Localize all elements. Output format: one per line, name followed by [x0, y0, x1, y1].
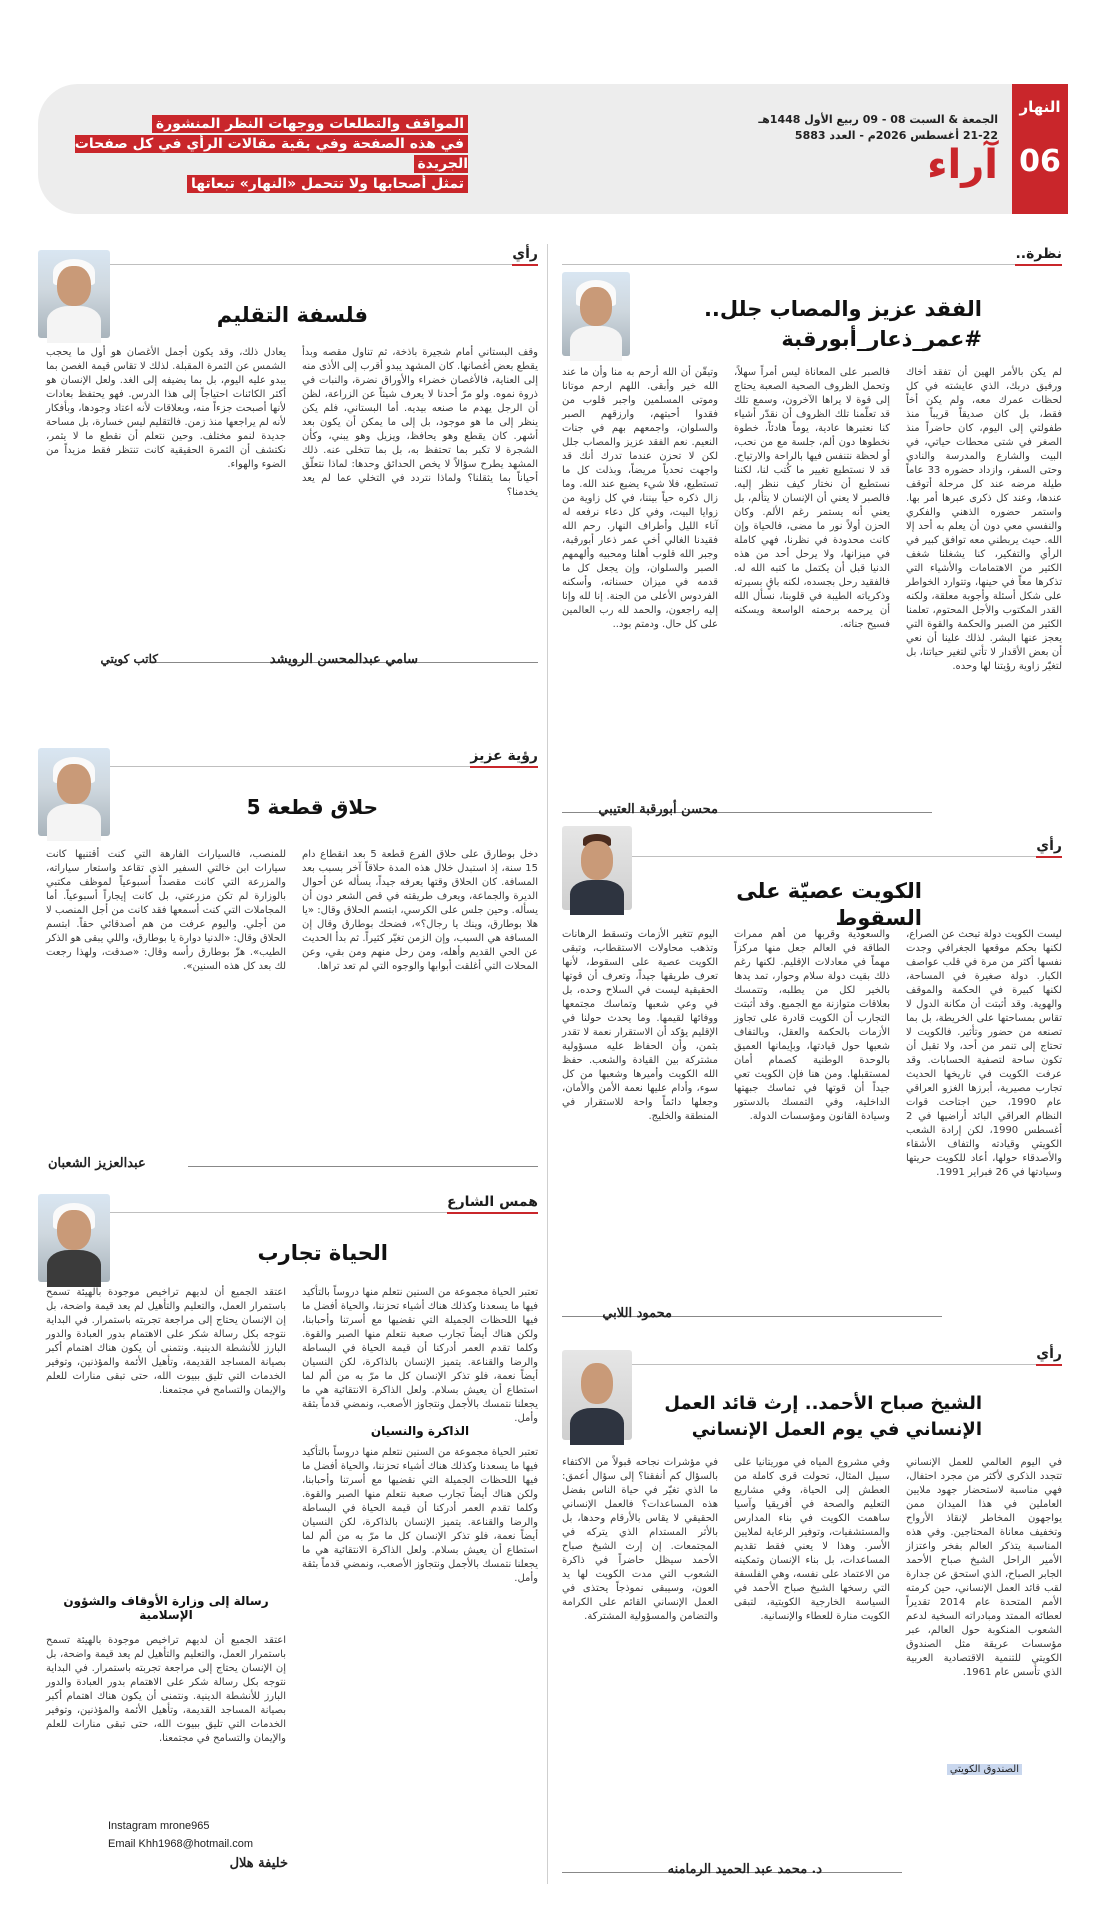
author-photo — [562, 272, 630, 356]
disclaimer — [68, 114, 468, 194]
article-column-2: للمنصب، فالسيارات الفارهة التي كنت أقتنيها كانت سيارات ابن خالتي السفير الذي تقاعد واستعار سياراته، والمزرعة التي كانت مقصداً أسبوعياً لموظف مكتبي بالوزارة لم تكن مزرعتي، بل كانت إيجاراً أسبوعياً. أما المجاملات التي كنت أسمعها فقد كانت من أجل المنصب لا من أجلي. واليوم عرفت من هم أصدقائي حقاً. ابتسم الحلاق وقال: «الدنيا دوارة يا بوطارق، واللي يبقى هو الذكر الطيب». هزّ بوطارق رأسه وقال: «صدقت، ولهذا رجعت لك بعد كل هذه السنين». — [46, 849, 286, 972]
article-kicker: رؤية عزيز — [470, 748, 538, 768]
article-hashtag: #عمر_ذعار_أبورقبة — [781, 327, 982, 351]
article-column-3: في مؤشرات نجاحه قبولاً من الاكتفاء بالسؤال كم أنفقنا؟ إلى سؤال أعمق: ما الذي تغيّر في حياة الناس بفضل هذه المساعدات؟ فالعمل الإنساني الحقيقي لا يقاس بالأرقام وحدها، بل بالأثر المستدام الذي يتركه في المجتمعات. إن إرث الشيخ صباح الأحمد سيظل حاضراً في ذاكرة الشعوب التي مدت الكويت لها يد العون، وسيبقى نموذجاً يحتذى في العمل الإنساني القائم على الكرامة والتضامن والمسؤولية المشتركة. — [562, 1457, 718, 1622]
author-photo — [562, 1350, 632, 1440]
article-column-1: وقف البستاني أمام شجيرة باذخة، ثم تناول مقصه وبدأ يقطع بعض أغصانها. كان المشهد يبدو أقرب إلى الأذى منه إلى العناية، فالأغصان خضراء والأوراق نضرة، والنبات في ذروة نموه. ولو مرّ أحدنا لا يعرف شيئاً عن الزراعة، لظن أن الرجل يهدم ما صنعه بيديه. أما البستاني، فلم يكن ينظر إلى ما هو موجود، بل إلى ما يمكن أن يكون بعد أشهر. كان يقطع وهو يحافظ، ويزيل وهو يبني، وكأن الشجرة لا تكبر بما تحتفظ به، بل بما تتخلى عنه. ذلك المشهد يطرح سؤالاً لا يخص الحدائق وحدها: لماذا نتعلّق أحياناً بما يثقلنا؟ ولماذا نتردد في التخلي عما لم يعد يخدمنا؟ — [302, 347, 538, 498]
article-column-3: اليوم تتغير الأزمات وتسقط الرهانات وتذهب محاولات الاستقطاب، وتبقى الكويت عصية على السقوط، لأنها تعرف طريقها جيداً، وتعرف أن قوتها الحقيقية ليست في السلاح وحده، بل في وعي شعبها وتماسك مجتمعها ووفائها لقيمها. وما يحدث حولنا في الإقليم يؤكد أن الاستقرار نعمة لا تقدر بثمن، وأن الحفاظ عليه مسؤولية مشتركة بين القيادة والشعب. حفظ الله الكويت وأميرها وشعبها من كل سوء، وأدام عليها نعمة الأمن والأمان، وجعلها دائماً واحة للاستقرار في المنطقة والخليج. — [562, 929, 718, 1122]
disclaimer-line-2: في هذه الصفحة وفي بقية مقالات الرأي في كل صفحات الجريدة — [74, 136, 468, 172]
author-photo — [38, 1194, 110, 1282]
article-column-1-cont: تعتبر الحياة مجموعة من السنين نتعلم منها دروساً بالتأكيد فيها ما يسعدنا وكذلك هناك أشياء تحزننا، والحياة أفضل ما فيها اللحظات الجميلة التي نقضيها مع أسرتنا وأحبابنا، ولكن هناك أيضاً تجارب صعبة نتعلم منها الصبر والقوة. وكلما تقدم العمر أدركنا أن قيمة الحياة في البساطة والرضا والقناعة. يتميز الإنسان بالذاكرة، لكن النسيان أيضاً نعمة، فلو تذكر الإنسان كل ما مرّ به من ألم لما استطاع أن يعيش بسلام. ولعل الذاكرة الانتقائية هي ما يجعلنا نتمسك بالأجمل ونتجاوز الأصعب، ونمضي قدماً بثقة وأمل. — [302, 1447, 538, 1584]
article-column-1: تعتبر الحياة مجموعة من السنين نتعلم منها دروساً بالتأكيد فيها ما يسعدنا وكذلك هناك أشياء تحزننا، والحياة أفضل ما فيها اللحظات الجميلة التي نقضيها مع أسرتنا وأحبابنا، ولكن هناك أيضاً تجارب صعبة نتعلم منها الصبر والقوة. وكلما تقدم العمر أدركنا أن قيمة الحياة في البساطة والرضا والقناعة. يتميز الإنسان بالذاكرة، لكن النسيان أيضاً نعمة، فلو تذكر الإنسان كل ما مرّ به من ألم لما استطاع أن يعيش بسلام. ولعل الذاكرة الانتقائية هي ما يجعلنا نتمسك بالأجمل ونتجاوز الأصعب، ونمضي قدماً بثقة وأمل. — [302, 1287, 538, 1424]
issue-date-gregorian: 21-22 أغسطس 2026م - العدد 5883 — [794, 129, 998, 142]
article-life — [38, 1194, 538, 1894]
kicker-rule — [38, 264, 538, 265]
issue-info — [758, 112, 998, 144]
issue-date-hijri: الجمعة & السبت 08 - 09 ربيع الأول 1448هـ — [758, 113, 998, 126]
email-address: Email Khh1968@hotmail.com — [108, 1838, 254, 1850]
article-loss — [562, 246, 1062, 826]
author-name: محسن أبورقبة العتيبي — [598, 802, 718, 817]
article-title: الفقد عزيز والمصاب جلل.. — [703, 297, 982, 321]
page-number-block — [1012, 84, 1068, 214]
article-column-2: وفي مشروع المياه في موريتانيا على سبيل المثال، تحولت قرى كاملة من العطش إلى الحياة، وفي مشاريع التعليم والصحة في أفريقيا وآسيا ساهمت الكويت في بناء المدارس والمستشفيات، وتوفير الرعاية لملايين الأسر. وهذا لا يعني فقط تقديم المساعدات، بل بناء الإنسان وتمكينه من الاعتماد على نفسه، وهي الفلسفة التي رسخها الشيخ صباح الأحمد في السياسة الخارجية الكويتية، لتبقى الكويت منارة للعطاء والإنسانية. — [734, 1457, 890, 1622]
author-role: كاتب كويتي — [100, 652, 158, 666]
article-kicker: رأي — [512, 246, 538, 266]
disclaimer-line-1: المواقف والتطلعات ووجهات النظر المنشورة — [152, 115, 468, 133]
section-title: آراء — [927, 142, 998, 188]
article-column-1: في اليوم العالمي للعمل الإنساني تتجدد الذكرى لأكثر من مجرد احتفال، فهي مناسبة لاستحضار جهود ملايين العاملين في هذا الميدان ممن يواجهون المخاطر لإنقاذ الأرواح وتخفيف معاناة المحتاجين. وفي هذه المناسبة يتذكر العالم بفخر واعتزاز الأمير الراحل الشيخ صباح الأحمد الجابر الصباح، الذي استحق عن جدارة لقب قائد العمل الإنساني، حين كرمته الأمم المتحدة عام 2014 تقديراً لعطائه الممتد ومبادراته السخية لدعم الشعوب المنكوبة حول العالم، عبر مؤسسات عريقة مثل الصندوق الكويتي للتنمية الاقتصادية العربية الذي تأسس عام 1961. — [906, 1457, 1062, 1678]
article-column-3: وتيقّن أن الله أرحم به منا وأن ما عند الله خير وأبقى. اللهم ارحم موتانا وموتى المسلمين واجبر قلوب من فقدوا أحبتهم، وارزقهم الصبر والسلوان، واجمعهم بهم في جنات النعيم. نعم الفقد عزيز والمصاب جلل لكن لا تحزن عندما تدرك أنك قد واجهت تحدياً مريضاً، وبذلت كل ما تستطيع، فلا شيء يضيع عند الله. وما زال ذكره حياً بيننا، في كل زاوية من زوايا البيت، وفي كل دعاء نرفعه له آناء الليل وأطراف النهار. رحم الله فقيدنا الغالي أخي عمر ذعار أبورقبة، وجبر الله قلوب أهلنا ومحبيه وألهمهم الصبر والسلوان، وإن يجعل كل ما قدمه في ميزان حسناته، وأسكنه الفردوس الأعلى من الجنة. إنا لله وإنا إليه راجعون، والحمد لله رب العالمين على كل حال. ودمتم بود.. — [562, 367, 718, 630]
author-photo — [562, 826, 632, 910]
instagram-handle: Instagram mrone965 — [108, 1820, 210, 1832]
article-barber — [38, 748, 538, 1188]
kicker-rule — [562, 264, 1062, 265]
kicker-rule — [562, 1364, 1062, 1365]
article-sabah — [562, 1346, 1062, 1896]
article-column-1: ليست الكويت دولة تبحث عن الصراع، لكنها بحكم موقعها الجغرافي وجدت نفسها أكثر من مرة في قلب عواصف الكبار. دولة صغيرة في المساحة، لكنها كبيرة في الحكمة والموقف والهوية. وقد أثبتت أن مكانة الدول لا تقاس بمساحتها على الخريطة، بل بما تصنعه من حضور وتأثير. فالكويت لا تحتاج إلى تنمر من أحد، ولا تقبل أن تكون ساحة لتصفية الحسابات. وقد عرفت الكويت في تاريخها الحديث تجارب مصيرية، أبرزها الغزو العراقي عام 1990، حين اجتاحت قوات النظام العراقي البائد أراضيها في 2 أغسطس 1990، لكن إرادة الشعب الكويتي وقيادته والتفاف الأشقاء والأصدقاء حولها، أعاد للكويت حريتها وسيادتها في 26 فبراير 1991. — [906, 929, 1062, 1178]
article-kicker: همس الشارع — [447, 1194, 538, 1214]
article-kicker: نظرة.. — [1015, 246, 1062, 266]
article-column-2: اعتقد الجميع أن لديهم تراخيص موجودة بالهيئة تسمح باستمرار العمل، والتعليم والتأهيل لم يعد قيمة واضحة، بل إن الإنسان يحتاج إلى مراجعة تجربته باستمرار. في البداية نتوجه بكل رسالة شكر على الاهتمام بدور العبادة والدور البارز للأنشطة الدينية. ونتمنى أن يكون هناك اهتمام أكبر بصيانة المساجد القديمة، وتأهيل الأئمة والمؤذنين، وتوفير الخدمات التي تليق ببيوت الله، حتى تبقى منارات للعلم والإيمان والتسامح في مجتمعنا. — [46, 1287, 286, 1396]
kicker-rule — [38, 766, 538, 767]
kicker-rule — [562, 856, 1062, 857]
author-name: خليفة هلال — [229, 1856, 288, 1871]
article-title: الشيخ صباح الأحمد.. إرث قائد العمل — [664, 1393, 982, 1414]
section-subheading: الذاكرة والنسيان — [370, 1424, 470, 1438]
article-column-2: والسعودية وقربها من أهم ممرات الطاقة في العالم جعل منها مركزاً مهماً في معادلات الإقليم. لكنها رغم ذلك بقيت دولة سلام وحوار، تمد يدها بالخير لكل من يطلبه، وتتمسك بعلاقات متوازنة مع الجميع. وقد أثبتت التجارب أن الكويت قادرة على تجاوز الأزمات بالحكمة والعقل، وبالتفاف شعبها حول قيادتها، وبإيمانها العميق بالوحدة الوطنية كصمام أمان لمستقبلها. ومن هنا فإن الكويت تعي جيداً أن قوتها في تماسك جبهتها الداخلية، وفي التمسك بالدستور وسيادة القانون ومؤسسات الدولة. — [734, 929, 890, 1122]
article-kicker: رأي — [1036, 1346, 1062, 1366]
article-column-2: فالصبر على المعاناة ليس أمراً سهلاً، وتحمل الظروف الصحية الصعبة يحتاج إلى قوة لا يراها الآخرون، وسمع تلك قد تعلّمنا تلك الظروف أن نقدّر أشياء كنا نعتبرها عادية، يوماً هادئاً، خطوة نخطوها دون ألم، جلسة مع من نحب، أو لحظة نتنفس فيها بالراحة والارتياح. قد لا نستطيع تغيير ما كُتب لنا، لكننا نستطيع أن نختار كيف ننظر إليه. فالصبر لا يعني أن الإنسان لا يتألم، بل يعني أنه يستمر رغم الألم. وكان الحزن أولاً نور ما مضى، فالحياة وإن كانت محدودة في نظرنا، فهي كاملة في ميزانها، ولا يرحل أحد من هذه الدنيا قبل أن يكتمل ما كتبه الله له. فالفقيد رحل بجسده، لكنه باقٍ بسيرته وذكرياته الطيبة في قلوبنا، نسأل الله أن يرحمه برحمته الواسعة ويسكنه فسيح جناته. — [734, 367, 890, 630]
article-column-2: يعادل ذلك، وقد يكون أجمل الأغصان هو أول ما يحجب الشمس عن الثمرة المقبلة. لذلك لا تقاس قيمة الغصن بما يبدو عليه اليوم، بل بما يضيفه إلى الغد. ولعل الإنسان هو أكثر الكائنات احتياجاً إلى هذا الدرس. فهو يحتفظ بعادات لأنها أصبحت جزءاً منه، وبعلاقات لأنه اعتاد وجودها، وبأفكار لأنه لم يراجعها منذ زمن. فالتقليم ليس خسارة، بل مساحة جديدة لنمو مختلف. وحين نتعلم أن نقطع ما لا يثمر، نكتشف أن الثمرة الحقيقية كانت تنتظر فقط مزيداً من الضوء والهواء. — [46, 347, 286, 470]
column-divider — [547, 244, 548, 1884]
article-title-line-2: الإنساني في يوم العمل الإنساني — [691, 1419, 982, 1440]
article-title: فلسفة التقليم — [216, 303, 368, 327]
author-photo — [38, 250, 110, 338]
highlighted-phrase: الصندوق الكويتي — [947, 1764, 1022, 1775]
disclaimer-line-3: تمثل أصحابها ولا تتحمل «النهار» تبعاتها — [187, 175, 468, 193]
article-column-1: دخل بوطارق على حلاق الفرع قطعة 5 بعد انقطاع دام 15 سنة، إذ استبدل خلال هذه المدة حلاقاً آخر بسبب بعد المسافة. كان الحلاق وقتها يعرفه جيداً، يسأله عن أحوال الديرة والجماعة، ويعرف طريقته في قص الشعر دون أن يسأله. وحين جلس على الكرسي، ابتسم الحلاق وقال: «يا هلا بوطارق، وينك يا رجال؟»، فضحك بوطارق وقال إن المسافة هي السبب، وإن الزمن تغيّر كثيراً. ثم بدأ الحديث عن الحي القديم وأهله، ومن رحل منهم ومن بقي، وعن المحلات التي أغلقت أبوابها والوجوه التي لم تعد تراها. — [302, 849, 538, 972]
article-column-2-cont: اعتقد الجميع أن لديهم تراخيص موجودة بالهيئة تسمح باستمرار العمل، والتعليم والتأهيل لم يعد قيمة واضحة، بل إن الإنسان يحتاج إلى مراجعة تجربته باستمرار. في البداية نتوجه بكل رسالة شكر على الاهتمام بدور العبادة والدور البارز للأنشطة الدينية. ونتمنى أن يكون هناك اهتمام أكبر بصيانة المساجد القديمة، وتأهيل الأئمة والمؤذنين، وتوفير الخدمات التي تليق ببيوت الله، حتى تبقى منارات للعلم والإيمان والتسامح في مجتمعنا. — [46, 1635, 286, 1744]
masthead — [38, 84, 1068, 214]
author-name: محمود اللابي — [602, 1306, 672, 1321]
byline-rule — [188, 1166, 538, 1167]
article-column-1: لم يكن بالأمر الهين أن تفقد أخاك ورفيق دربك، الذي عايشته في كل لحظات عمرك معه، ولم يكن أخاً فقط، بل كان صديقاً قريباً منذ طفولتي إلى اليوم، كان حاضراً منذ الصغر في شتى محطات حياتي، في البيت والشارع والمدرسة والنادي وحتى السفر، وازداد حضوره 33 عاماً طيلة مرضه عند كل مرحلة أتوقف عندها، وعند كل ذكرى عبرها أمر بها. واستمر حضوره الذهني والفكري والنفسي معي دون أن يعلم به أحد إلا الله. حيث يربطني معه توافق كبير في الرأي والتفكير، كنا يشغلنا شغف الكثير من الاهتمامات والأشياء التي تذكرها معاً في حينها، وتتوارد الخواطر على شكل أسئلة وأجوبة معلقة، ولكنه القدر المكتوب والأجل المحتوم، تعلمنا الكثير من الصبر والحكمة والقوة التي يعجز عنها البشر. لذلك علينا أن نعي أن بعض الأقدار لا تأتي لتغير حياتنا، بل لتغيّر زاوية رؤيتنا لها وحده. — [906, 367, 1062, 672]
article-title: حلاق قطعة 5 — [246, 795, 378, 819]
letter-heading: رسالة إلى وزارة الأوقاف والشؤون الإسلامية — [63, 1594, 269, 1622]
author-photo — [38, 748, 110, 836]
article-kuwait — [562, 838, 1062, 1338]
article-title: الحياة تجارب — [257, 1241, 388, 1265]
author-name: د. محمد عبد الحميد الرمامنه — [667, 1862, 822, 1877]
page-number: 06 — [1019, 144, 1061, 179]
article-pruning — [38, 246, 538, 736]
article-title: الكويت عصيّة على السقوط — [736, 879, 922, 931]
article-kicker: رأي — [1036, 838, 1062, 858]
author-name: عبدالعزيز الشعبان — [48, 1156, 146, 1171]
brand-logo: النهار — [1019, 98, 1061, 116]
author-name: سامي عبدالمحسن الرويشد — [269, 652, 418, 667]
